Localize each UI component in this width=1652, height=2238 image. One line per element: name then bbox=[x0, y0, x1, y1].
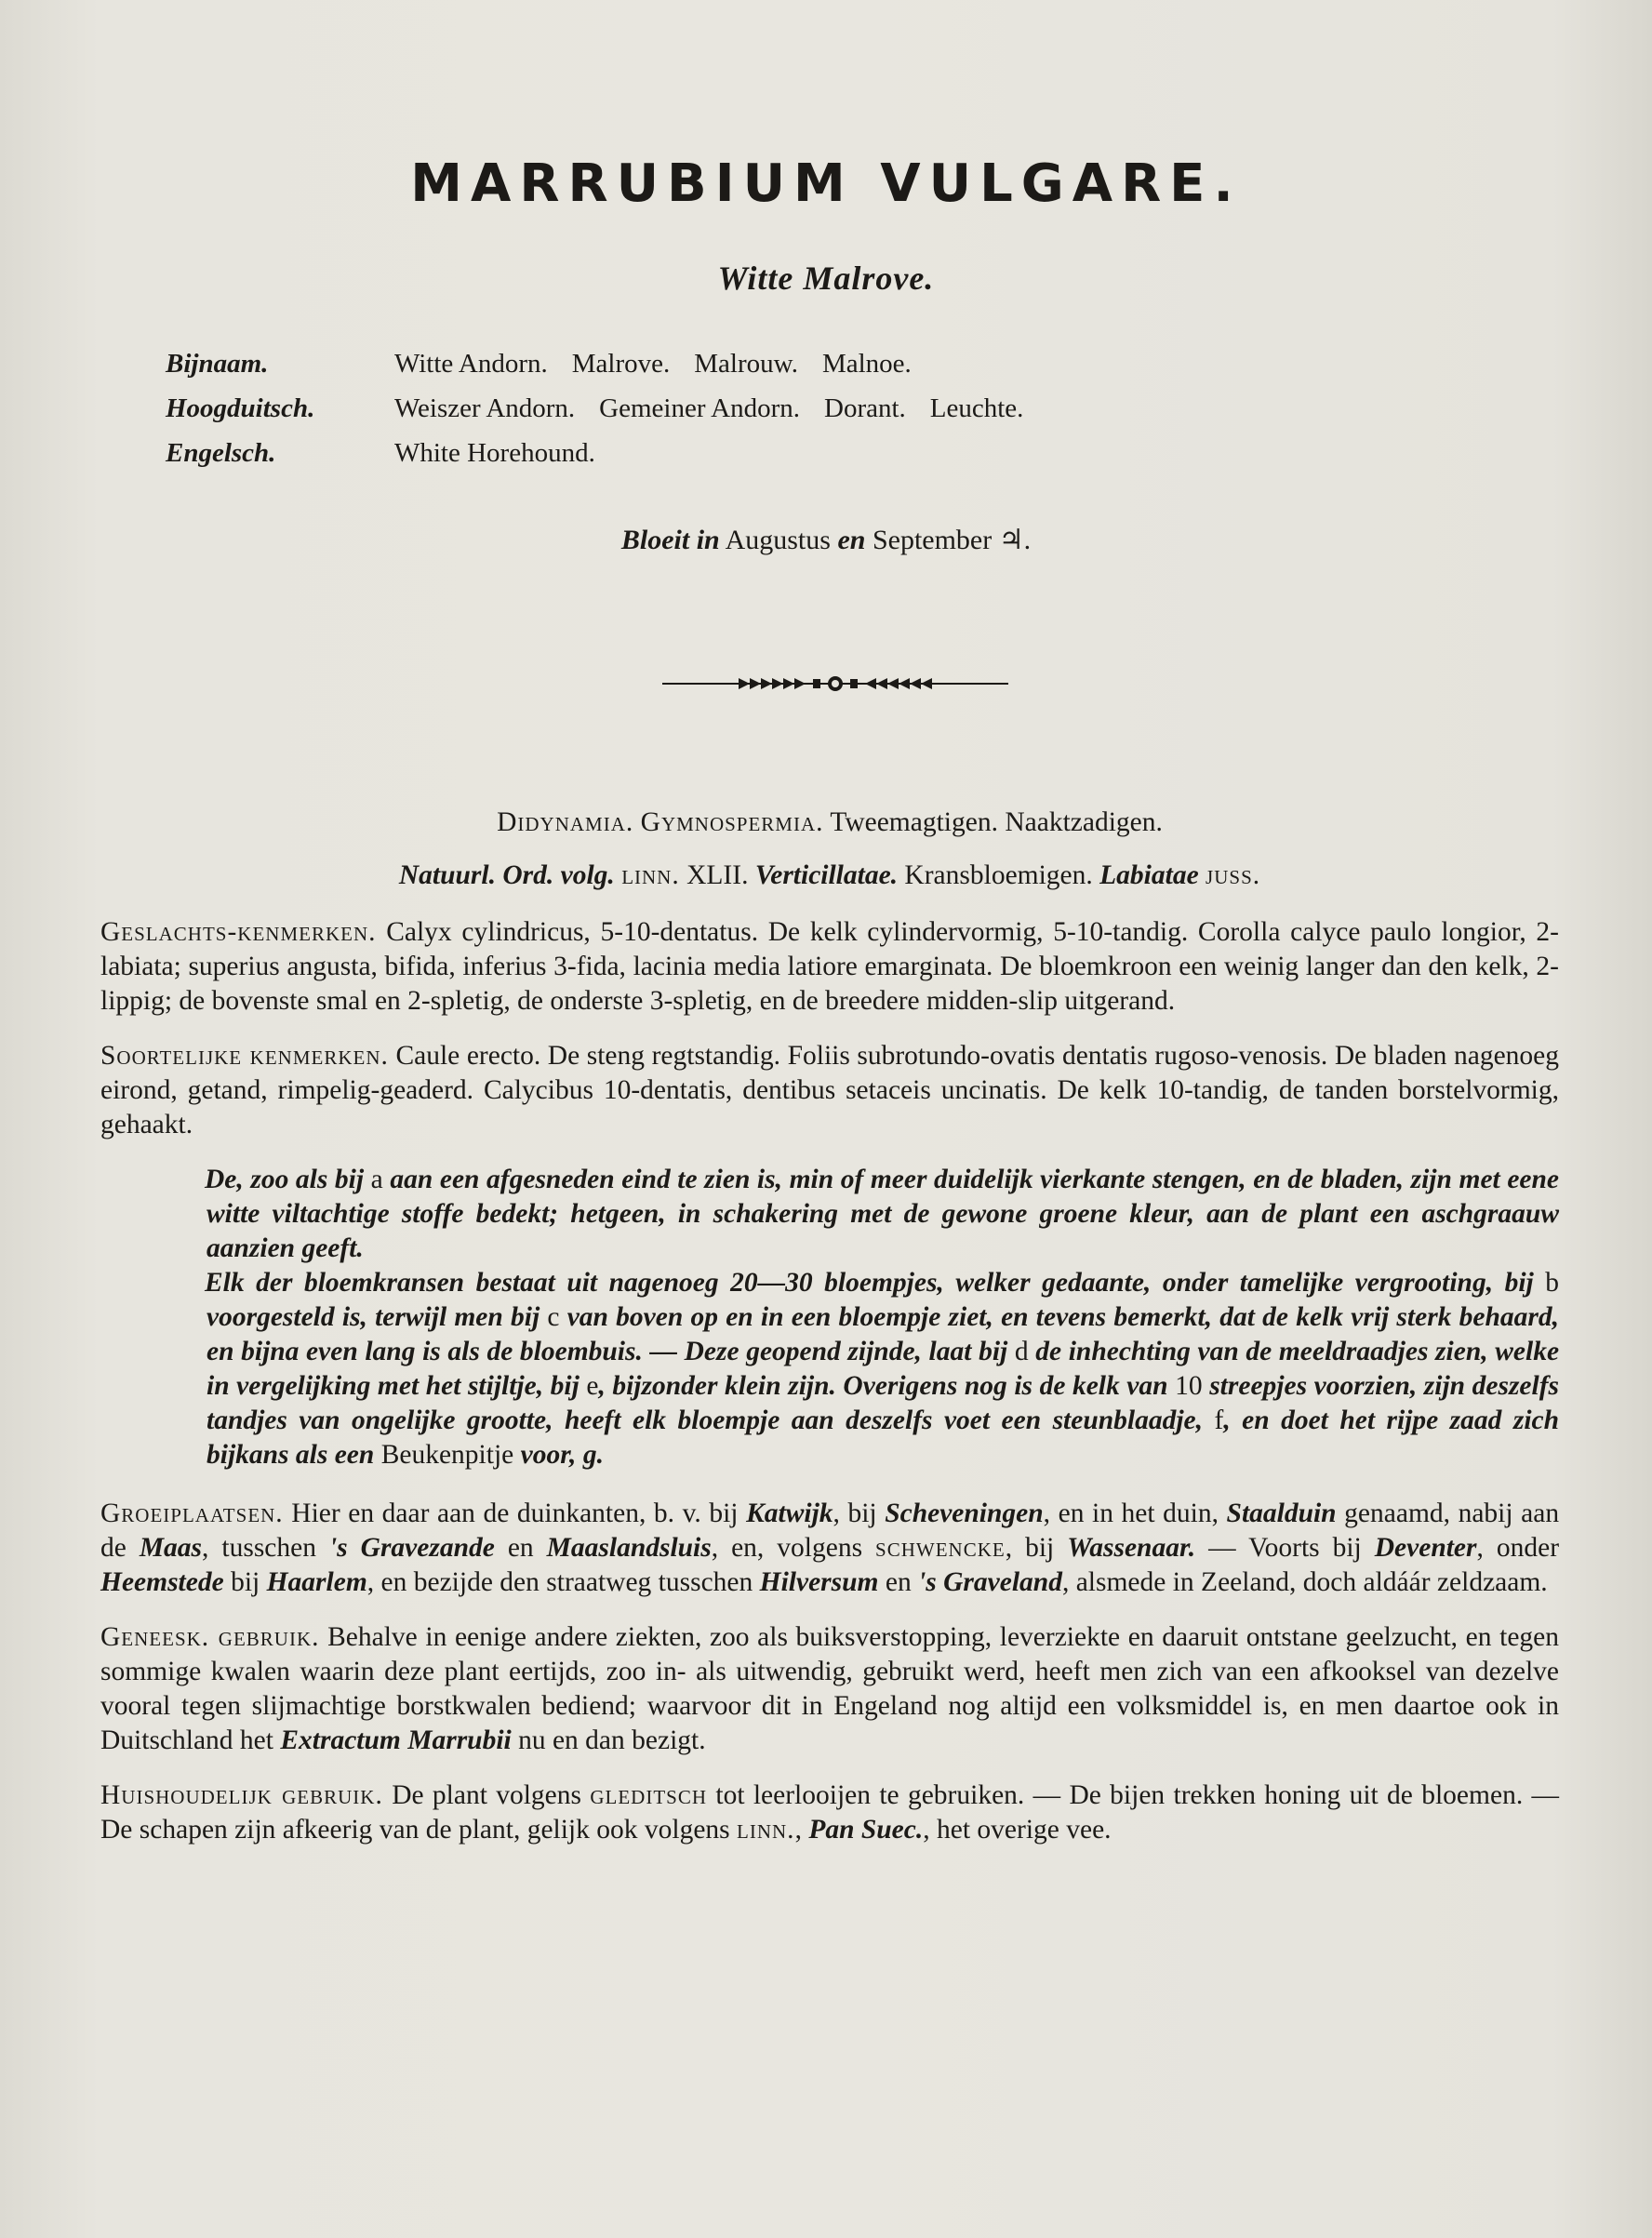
text-run: , bij bbox=[1005, 1533, 1055, 1563]
class-term: Didynamia. bbox=[497, 807, 634, 837]
text-run: De, zoo als bij bbox=[205, 1165, 365, 1194]
text-run: , bij bbox=[833, 1499, 877, 1528]
class-term: Naaktzadigen. bbox=[1005, 807, 1163, 837]
description-body bbox=[100, 806, 1559, 1868]
ornamental-divider bbox=[662, 673, 1008, 694]
name-row-engelsch bbox=[166, 438, 1468, 483]
bloom-word: Bloeit bbox=[620, 525, 690, 555]
place-name: Hilversum bbox=[759, 1567, 879, 1597]
place-name: 's Gravezande bbox=[328, 1533, 495, 1563]
place-name: Heemstede bbox=[100, 1567, 224, 1597]
text-run: en bbox=[885, 1567, 912, 1597]
natural-order bbox=[100, 859, 1559, 893]
page-title: MARRUBIUM VULGARE. bbox=[410, 153, 1242, 214]
flowering-period bbox=[0, 524, 1652, 556]
bloom-word: en bbox=[837, 525, 866, 555]
text-run: , en bezijde den straatweg tusschen bbox=[366, 1567, 753, 1597]
name-value: White Horehound. bbox=[394, 438, 595, 468]
class-term: Gymnospermia. bbox=[640, 807, 824, 837]
bloom-month: Augustus bbox=[725, 525, 831, 555]
name-values bbox=[394, 438, 620, 469]
text-run: bij bbox=[231, 1567, 260, 1597]
text-run: de inhechting van de meeldraadjes zien, welke in vergelijking met het stijltje, bij bbox=[206, 1337, 1560, 1401]
text-run: , bbox=[794, 1815, 802, 1845]
plate-description bbox=[100, 1163, 1559, 1472]
name-value: Gemeiner Andorn. bbox=[599, 393, 801, 423]
figure-letter: g. bbox=[582, 1440, 604, 1470]
name-values bbox=[394, 393, 1047, 424]
name-value: Dorant. bbox=[824, 393, 906, 423]
section-heading: Geneesk. gebruik. bbox=[100, 1622, 320, 1652]
name-label: Bijnaam. bbox=[166, 349, 269, 379]
name-value: Malrove. bbox=[571, 349, 671, 379]
perennial-symbol: ♃. bbox=[998, 525, 1032, 555]
text-run: , tusschen bbox=[202, 1533, 316, 1563]
text-run: Elk der bloemkransen bestaat uit nagenoeg 20—30 bloempjes, welker gedaante, onder tamelijke vergrooting, bij bbox=[205, 1268, 1534, 1298]
figure-letter: c bbox=[547, 1302, 560, 1332]
author-name: linn. bbox=[737, 1815, 795, 1845]
text-run: , alsmede in Zeeland, doch aldáár zeldzaam. bbox=[1061, 1567, 1548, 1597]
place-name: Haarlem bbox=[266, 1567, 367, 1597]
medical-use bbox=[100, 1620, 1559, 1758]
text-run: , en, volgens bbox=[711, 1533, 863, 1563]
name-value: Witte Andorn. bbox=[394, 349, 548, 379]
figure-number: 10 bbox=[1175, 1371, 1203, 1401]
bloom-word: in bbox=[696, 525, 720, 555]
figure-letter: d bbox=[1014, 1337, 1029, 1366]
name-value: Malrouw. bbox=[694, 349, 798, 379]
latin-term: Pan Suec. bbox=[808, 1815, 924, 1845]
section-text: Calyx cylindricus, 5-10-dentatus. De kelk cylindervormig, 5-10-tandig. Corolla calyce paulo longior, 2-labiata; superius angusta, bifida, inferius 3-fida, lacinia media latiore emarginata. De bloemkroon een weinig langer dan den kelk, 2-lippig; de bovenste smal en 2-spletig, de onderste 3-spletig, en de breedere midden-slip uitgerand. bbox=[100, 917, 1559, 1016]
class-term: Tweemagtigen. bbox=[830, 807, 998, 837]
place-name: Deventer bbox=[1374, 1533, 1477, 1563]
text-run: , onder bbox=[1476, 1533, 1560, 1563]
figure-letter: f bbox=[1214, 1405, 1224, 1435]
vernacular-names bbox=[166, 349, 1468, 483]
name-row-hoogduitsch bbox=[166, 393, 1468, 438]
order-term: Kransbloemigen. bbox=[904, 860, 1093, 890]
order-term: Labiatae bbox=[1099, 860, 1199, 890]
name-value: Weiszer Andorn. bbox=[394, 393, 576, 423]
author-name: gleditsch bbox=[590, 1780, 708, 1810]
name-value: Leuchte. bbox=[929, 393, 1024, 423]
bloom-month: September bbox=[872, 525, 993, 555]
text-run: genaamd, nabij aan de bbox=[100, 1499, 1560, 1563]
species-characters bbox=[100, 1039, 1559, 1142]
place-name: Staalduin bbox=[1226, 1499, 1337, 1528]
genus-characters bbox=[100, 915, 1559, 1019]
text-run: , en doet het rijpe zaad zich bijkans als een bbox=[206, 1405, 1560, 1470]
common-name: Witte Malrove. bbox=[717, 260, 935, 297]
place-name: 's Graveland bbox=[918, 1567, 1062, 1597]
classification bbox=[100, 806, 1559, 840]
figure-letter: a bbox=[370, 1165, 383, 1194]
household-use bbox=[100, 1778, 1559, 1847]
name-label: Hoogduitsch. bbox=[166, 393, 315, 423]
text-run: tot leerlooijen te gebruiken. — De bijen trekken honing uit de bloemen. — De schapen zijn afkeerig van de plant, gelijk ook volgens bbox=[100, 1780, 1560, 1845]
name-label: Engelsch. bbox=[166, 438, 276, 468]
name-value: Malnoe. bbox=[821, 349, 912, 379]
text-run: , het overige vee. bbox=[923, 1815, 1112, 1845]
text-run: De plant volgens bbox=[392, 1780, 582, 1810]
text-run: voor, bbox=[520, 1440, 577, 1470]
latin-term: Extractum Marrubii bbox=[280, 1725, 512, 1755]
place-name: Wassenaar. bbox=[1067, 1533, 1196, 1563]
text-run: , en in het duin, bbox=[1043, 1499, 1219, 1528]
text-run: streepjes voorzien, zijn deszelfs tandjes van ongelijke grootte, heeft elk bloempje aan deszelfs voet een steunblaadje, bbox=[206, 1371, 1560, 1435]
section-heading: Geslachts-kenmerken. bbox=[100, 917, 377, 947]
text-run: Beukenpitje bbox=[380, 1440, 514, 1470]
section-heading: Huishoudelijk gebruik. bbox=[100, 1780, 383, 1810]
figure-letter: e bbox=[586, 1371, 599, 1401]
order-term: XLII. bbox=[686, 860, 749, 890]
text-run: Behalve in eenige andere ziekten, zoo als buiksverstopping, leverziekte en daaruit ontstane geelzucht, en tegen sommige kwalen waarin deze plant eertijds, zoo in- als uitwendig, gebruikt werd, heeft men zich van een afkooksel van dezelve vooral tegen slijmachtige borstkwalen bediend; waarvoor dit in Engeland nog altijd een volksmiddel is, en men daartoe ook in Duitschland het bbox=[100, 1622, 1559, 1755]
text-run: voorgesteld is, terwijl men bij bbox=[206, 1302, 540, 1332]
text-run: — Voorts bij bbox=[1208, 1533, 1362, 1563]
order-term: Verticillatae. bbox=[754, 860, 899, 890]
name-row-bijnaam bbox=[166, 349, 1468, 393]
name-values bbox=[394, 349, 936, 380]
plate-paragraph bbox=[206, 1266, 1559, 1472]
order-term: Natuurl. Ord. volg. bbox=[398, 860, 615, 890]
text-run: Hier en daar aan de duinkanten, b. v. bij bbox=[291, 1499, 739, 1528]
section-heading: Soortelijke kenmerken. bbox=[100, 1041, 389, 1071]
place-name: Maas bbox=[139, 1533, 203, 1563]
place-name: Katwijk bbox=[746, 1499, 833, 1528]
author-name: schwencke bbox=[875, 1533, 1006, 1563]
text-run: nu en dan bezigt. bbox=[518, 1725, 706, 1755]
plate-paragraph bbox=[206, 1163, 1559, 1266]
section-heading: Groeiplaatsen. bbox=[100, 1499, 284, 1528]
text-run: van boven op en in een bloempje ziet, en tevens bemerkt, dat de kelk vrij sterk behaard, en bijna even lang is als de bloembuis. — Deze geopend zijnde, laat bij bbox=[206, 1302, 1559, 1366]
text-run: , bijzonder klein zijn. Overigens nog is de kelk van bbox=[598, 1371, 1168, 1401]
section-text: Caule erecto. De steng regtstandig. Foliis subrotundo-ovatis dentatis rugoso-venosis. De bladen nagenoeg eirond, getand, rimpelig-geaderd. Calycibus 10-dentatis, dentibus setaceis uncinatis. De kelk 10-tandig, de tanden borstelvormig, gehaakt. bbox=[100, 1041, 1560, 1139]
habitat bbox=[100, 1497, 1559, 1600]
order-term: juss. bbox=[1206, 860, 1261, 890]
order-term: linn. bbox=[621, 860, 680, 890]
figure-letter: b bbox=[1545, 1268, 1560, 1298]
place-name: Maaslandsluis bbox=[546, 1533, 712, 1563]
text-run: aan een afgesneden eind te zien is, min of meer duidelijk vierkante stengen, en de bladen, zijn met eene witte viltachtige stoffe bedekt; hetgeen, in schakering met de gewone groene kleur, aan de plant een aschgraauw aanzien geeft. bbox=[206, 1165, 1560, 1263]
text-run: en bbox=[507, 1533, 534, 1563]
place-name: Scheveningen bbox=[885, 1499, 1044, 1528]
